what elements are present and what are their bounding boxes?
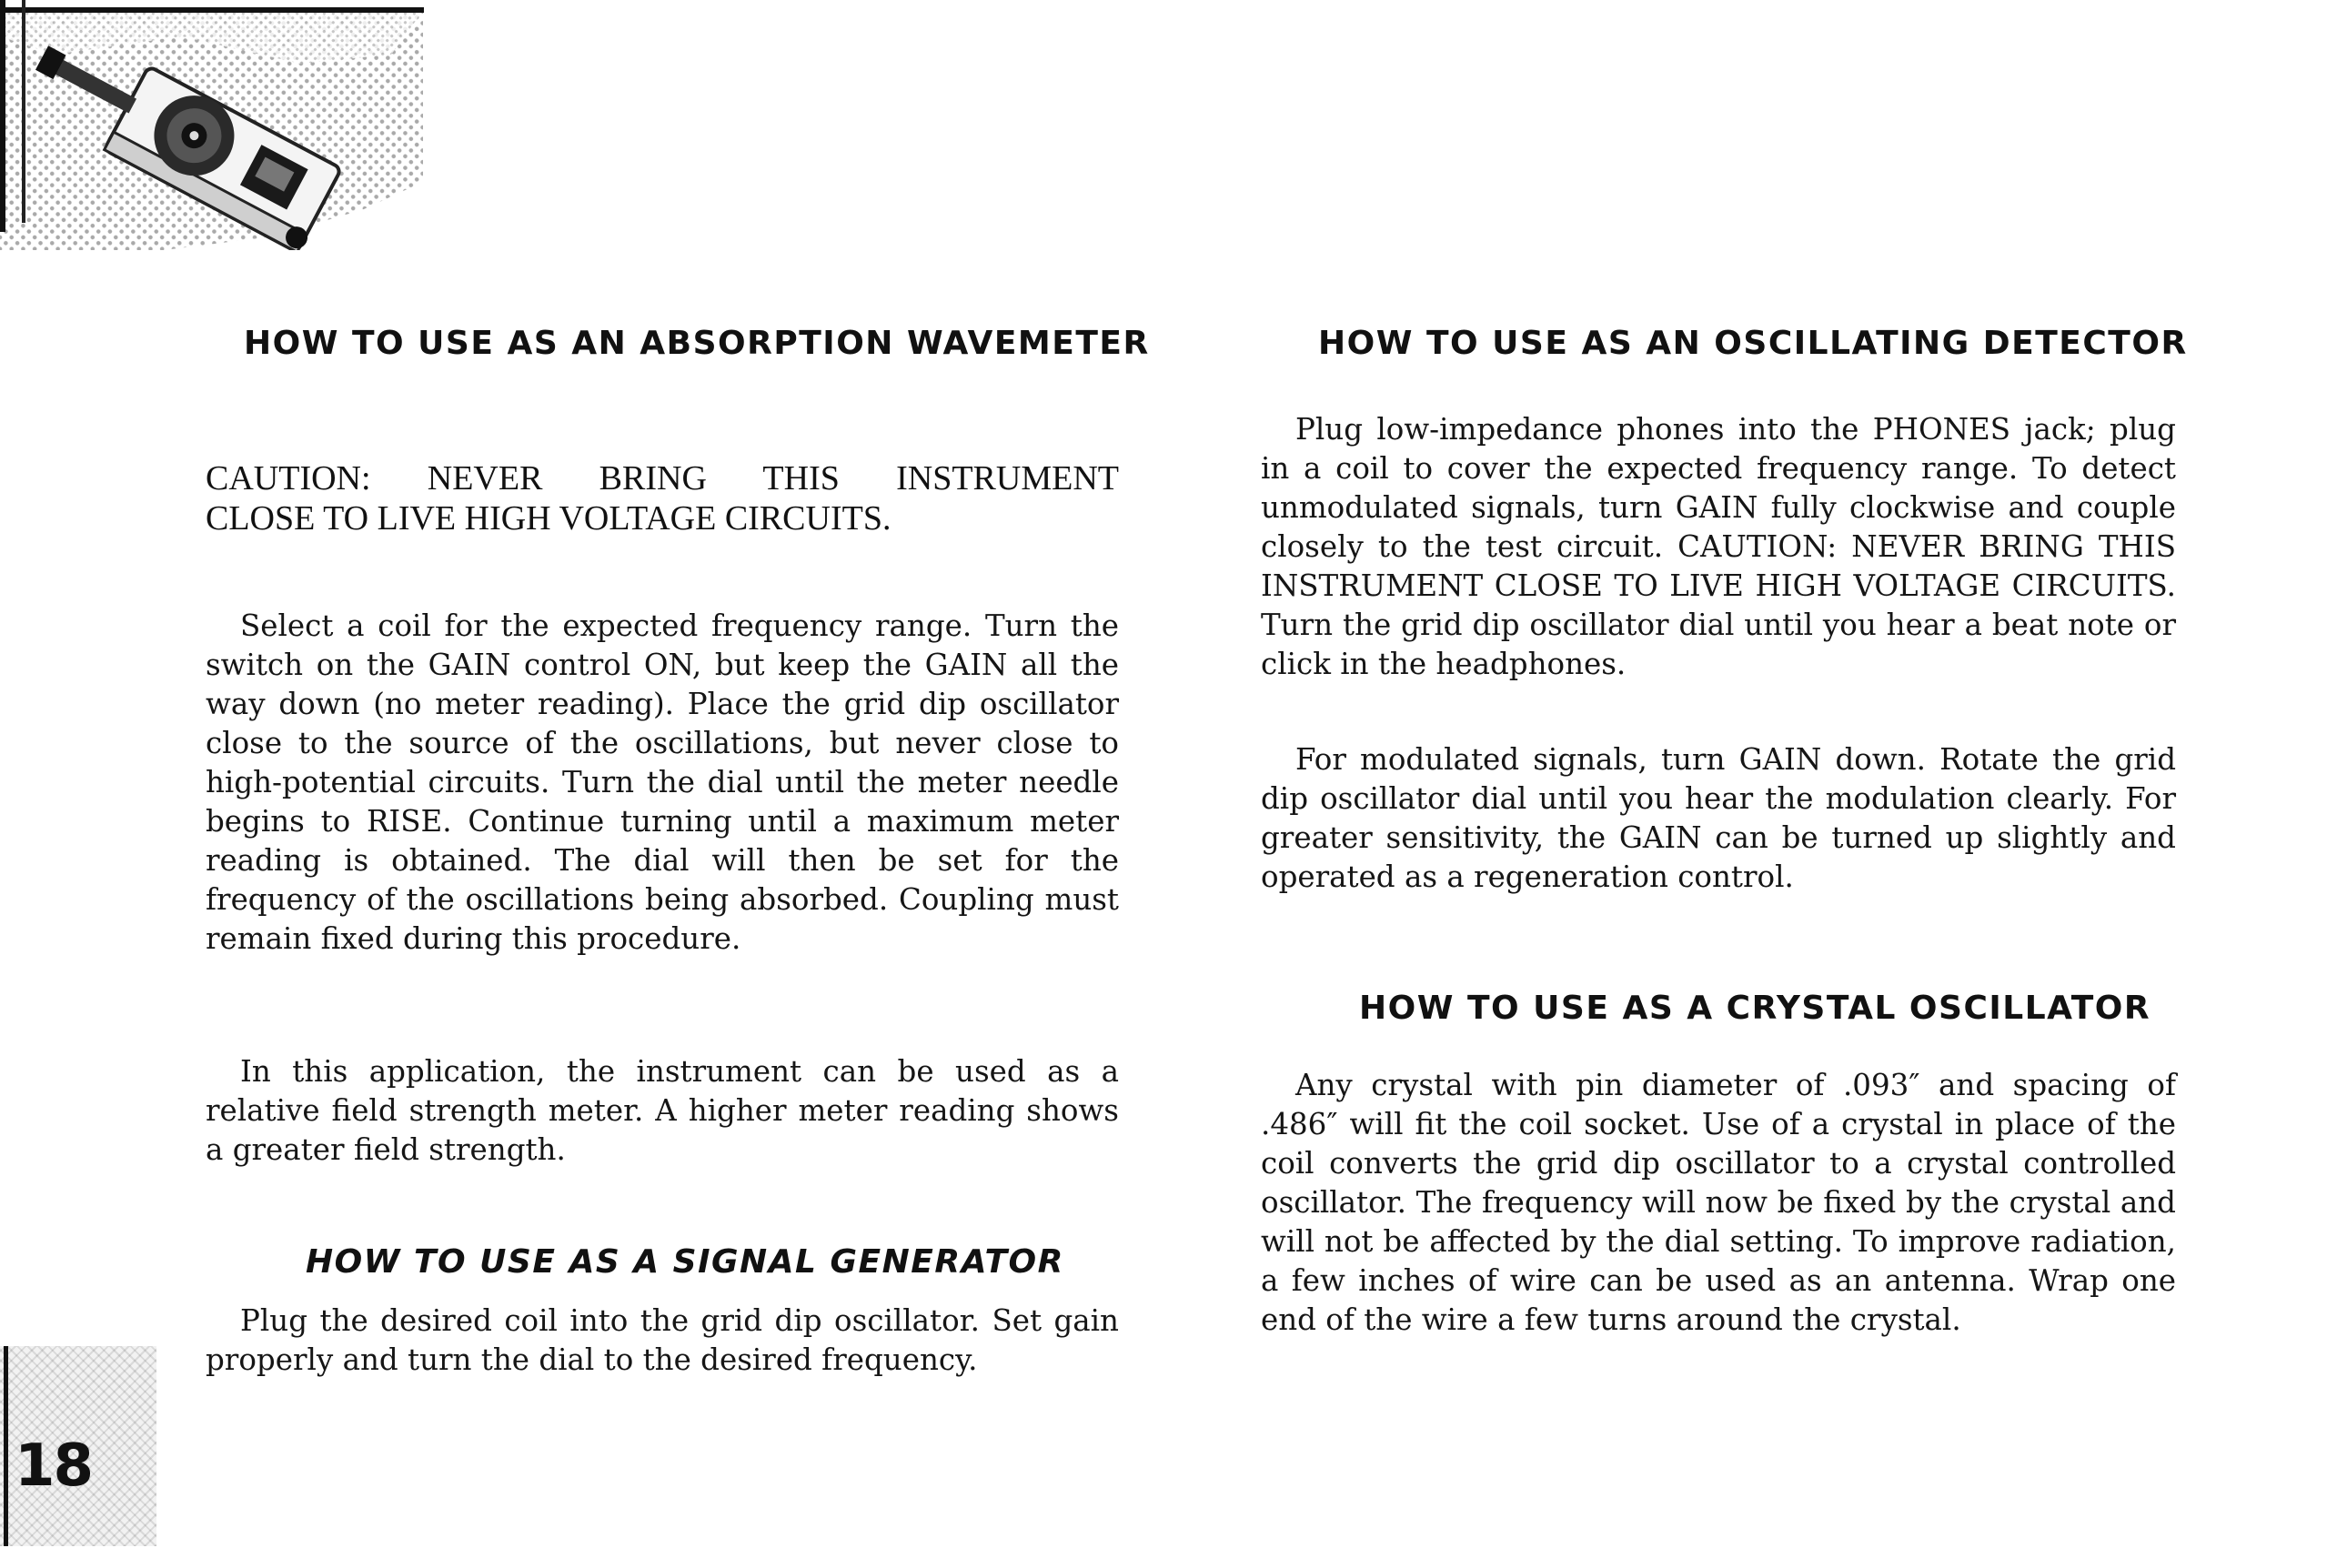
caution-line-2: CLOSE TO LIVE HIGH VOLTAGE CIRCUITS. [206,499,891,538]
page-number: 18 [15,1432,93,1500]
crystal-oscillator-heading: HOW TO USE AS A CRYSTAL OSCILLATOR [1359,990,2151,1027]
crystal-oscillator-paragraph: Any crystal with pin diameter of .093″ and spacing of .486″ will fit the coil socket. Use of a crystal in place of the coil converts the grid dip oscillator to a crystal controlled oscillator. The frequency will now be fixed by the crystal and will not be affected by the dial setting. To improve radiation, a few inches of wire can be used as an antenna. Wrap one end of the wire a few turns around the crystal. [1261,1068,2176,1337]
oscillating-detector-paragraph-1: Plug low-impedance phones into the PHONES jack; plug in a coil to cover the expected frequency range. To detect unmodulated signals, turn GAIN fully clockwise and couple closely to the test circuit. CAUTION: NEVER BRING THIS INSTRUMENT CLOSE TO LIVE HIGH VOLTAGE CIRCUITS. Turn the grid dip oscillator dial until you hear a beat note or click in the headphones. [1261,412,2176,681]
absorption-wavemeter-heading: HOW TO USE AS AN ABSORPTION WAVEMETER [244,325,1150,362]
caution-line-1: CAUTION: NEVER BRING THIS INSTRUMENT [206,459,1119,498]
page-edge-rule [4,1346,8,1546]
oscillating-detector-heading: HOW TO USE AS AN OSCILLATING DETECTOR [1318,325,2188,362]
grid-dip-oscillator-illustration [0,0,428,250]
signal-generator-paragraph: Plug the desired coil into the grid dip oscillator. Set gain properly and turn the dial to the desired frequency. [206,1303,1119,1377]
absorption-paragraph-2: In this application, the instrument can be used as a relative field strength meter. A higher meter reading shows a greater field strength. [206,1054,1119,1167]
signal-generator-heading: HOW TO USE AS A SIGNAL GENERATOR [306,1243,1064,1281]
caution-notice [206,458,1119,538]
oscillating-detector-paragraph-2: For modulated signals, turn GAIN down. Rotate the grid dip oscillator dial until you hear the modulation clearly. For greater sensitivity, the GAIN can be turned up slightly and operated as a regeneration control. [1261,742,2176,894]
absorption-paragraph-1: Select a coil for the expected frequency range. Turn the switch on the GAIN control ON, but keep the GAIN all the way down (no meter reading). Place the grid dip oscillator close to the source of the oscillations, but never close to high-potential circuits. Turn the dial until the meter needle begins to RISE. Continue turning until a maximum meter reading is obtained. The dial will then be set for the frequency of the oscillations being absorbed. Coupling must remain fixed during this procedure. [206,608,1119,956]
